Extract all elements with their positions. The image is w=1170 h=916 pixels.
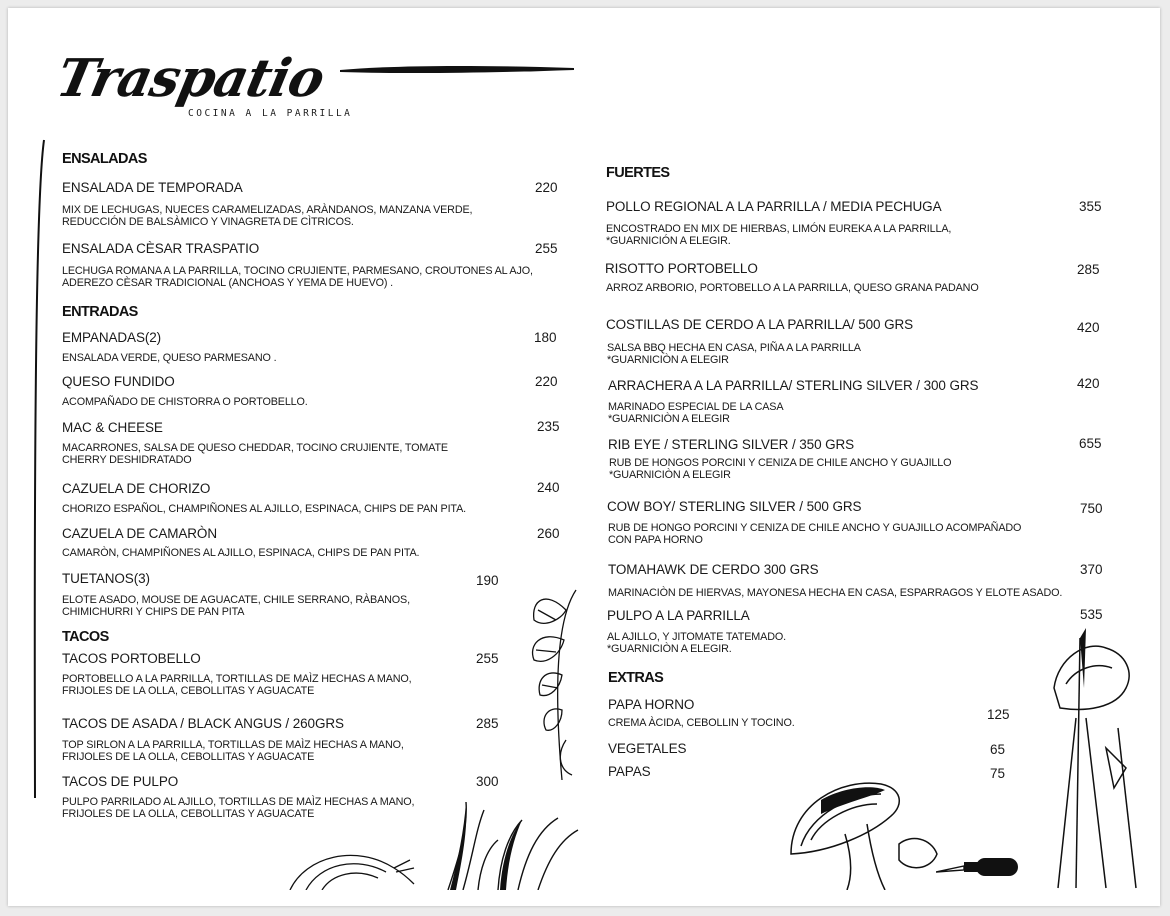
menu-item-description: CHORIZO ESPAÑOL, CHAMPIÑONES AL AJILLO, ESPINACA, CHIPS DE PAN PITA.: [62, 503, 466, 515]
menu-item-description: PORTOBELLO A LA PARRILLA, TORTILLAS DE MAÌZ HECHAS A MANO, FRIJOLES DE LA OLLA, CEBOLLITAS Y AGUACATE: [62, 673, 412, 697]
menu-item-price: 260: [537, 526, 560, 541]
menu-item-description: AL AJILLO, Y JITOMATE TATEMADO. *GUARNICIÒN A ELEGIR.: [607, 631, 786, 655]
menu-item-name: PAPA HORNO: [608, 697, 695, 712]
menu-item-description: ENSALADA VERDE, QUESO PARMESANO .: [62, 352, 277, 364]
menu-item-name: CAZUELA DE CAMARÒN: [62, 526, 217, 541]
menu-item-price: 355: [1079, 199, 1102, 214]
menu-item-description: ARROZ ARBORIO, PORTOBELLO A LA PARRILLA, QUESO GRANA PADANO: [606, 282, 979, 294]
menu-item-description: CAMARÒN, CHAMPIÑONES AL AJILLO, ESPINACA, CHIPS DE PAN PITA.: [62, 547, 420, 559]
menu-item-price: 655: [1079, 436, 1102, 451]
menu-item-price: 285: [476, 716, 499, 731]
onion-icon: [286, 846, 416, 890]
brand-logo: [51, 48, 358, 133]
menu-item-name: COW BOY/ STERLING SILVER / 500 GRS: [607, 499, 862, 514]
menu-item-price: 255: [535, 241, 558, 256]
menu-item-name: TACOS DE ASADA / BLACK ANGUS / 260GRS: [62, 716, 344, 731]
menu-item-name: POLLO REGIONAL A LA PARRILLA / MEDIA PECHUGA: [606, 199, 942, 214]
menu-item-price: 220: [535, 374, 558, 389]
menu-item-name: RISOTTO PORTOBELLO: [605, 261, 758, 276]
menu-item-name: QUESO FUNDIDO: [62, 374, 175, 389]
menu-item-description: PULPO PARRILADO AL AJILLO, TORTILLAS DE MAÌZ HECHAS A MANO, FRIJOLES DE LA OLLA, CEBOLLITAS Y AGUACATE: [62, 796, 415, 820]
brush-stroke-divider: [338, 62, 578, 76]
menu-item-description: TOP SIRLON A LA PARRILLA, TORTILLAS DE MAÌZ HECHAS A MANO, FRIJOLES DE LA OLLA, CEBOLLITAS Y AGUACATE: [62, 739, 404, 763]
menu-item-name: EMPANADAS(2): [62, 330, 162, 345]
menu-item-description: SALSA BBQ HECHA EN CASA, PIÑA A LA PARRILLA *GUARNICIÒN A ELEGIR: [607, 342, 861, 366]
menu-item-description: ELOTE ASADO, MOUSE DE AGUACATE, CHILE SERRANO, RÀBANOS, CHIMICHURRI Y CHIPS DE PAN PITA: [62, 594, 410, 618]
brand-name: Traspatio: [51, 48, 330, 109]
menu-item-name: TACOS DE PULPO: [62, 774, 179, 789]
leek-icon: [438, 800, 580, 890]
menu-item-description: ENCOSTRADO EN MIX DE HIERBAS, LIMÓN EUREKA A LA PARRILLA, *GUARNICIÓN A ELEGIR.: [606, 223, 952, 247]
menu-item-price: 75: [990, 766, 1006, 781]
section-title-tacos: TACOS: [62, 629, 109, 645]
menu-item-description: RUB DE HONGO PORCINI Y CENIZA DE CHILE ANCHO Y GUAJILLO ACOMPAÑADO CON PAPA HORNO: [608, 522, 1022, 546]
menu-item-price: 255: [476, 651, 499, 666]
menu-item-description: LECHUGA ROMANA A LA PARRILLA, TOCINO CRUJIENTE, PARMESANO, CROUTONES AL AJO, ADEREZO CÈSAR TRADICIONAL (ANCHOAS Y YEMA DE HUEVO) .: [62, 265, 533, 289]
mushroom-icon: [781, 774, 941, 890]
brand-tagline: COCINA A LA PARRILLA: [188, 108, 353, 119]
menu-item-price: 240: [537, 480, 560, 495]
menu-item-price: 285: [1077, 262, 1100, 277]
menu-item-description: MIX DE LECHUGAS, NUECES CARAMELIZADAS, ARÀNDANOS, MANZANA VERDE, REDUCCIÓN DE BALSÀMICO Y VINAGRETA DE CÌTRICOS.: [62, 204, 473, 228]
menu-item-name: ARRACHERA A LA PARRILLA/ STERLING SILVER / 300 GRS: [608, 378, 979, 393]
menu-item-name: TUETANOS(3): [62, 571, 150, 586]
section-title-fuertes: FUERTES: [606, 165, 670, 181]
menu-item-price: 370: [1080, 562, 1103, 577]
section-title-entradas: ENTRADAS: [62, 304, 138, 320]
menu-item-description: RUB DE HONGOS PORCINI Y CENIZA DE CHILE ANCHO Y GUAJILLO *GUARNICIÒN A ELEGIR: [609, 457, 952, 481]
menu-item-price: 300: [476, 774, 499, 789]
menu-item-price: 190: [476, 573, 499, 588]
herb-sprig-icon: [526, 580, 582, 790]
menu-item-price: 750: [1080, 501, 1103, 516]
menu-item-price: 535: [1080, 607, 1103, 622]
menu-item-price: 65: [990, 742, 1006, 757]
menu-item-price: 220: [535, 180, 558, 195]
menu-item-description: CREMA ÀCIDA, CEBOLLIN Y TOCINO.: [608, 717, 795, 729]
menu-item-description: MARINACIÒN DE HIERVAS, MAYONESA HECHA EN CASA, ESPARRAGOS Y ELOTE ASADO.: [608, 587, 1063, 599]
menu-item-name: ENSALADA CÈSAR TRASPATIO: [62, 241, 260, 256]
menu-item-description: MARINADO ESPECIAL DE LA CASA *GUARNICIÒN A ELEGIR: [608, 401, 784, 425]
menu-item-name: TOMAHAWK DE CERDO 300 GRS: [608, 562, 819, 577]
menu-item-name: RIB EYE / STERLING SILVER / 350 GRS: [608, 437, 855, 452]
tongs-icon: [1046, 628, 1138, 890]
menu-item-name: COSTILLAS DE CERDO A LA PARRILLA/ 500 GRS: [606, 317, 914, 332]
bracket-line-decoration: [32, 138, 48, 808]
menu-item-name: PAPAS: [608, 764, 651, 779]
menu-item-name: CAZUELA DE CHORIZO: [62, 481, 211, 496]
knife-icon: [936, 850, 1020, 890]
menu-item-description: MACARRONES, SALSA DE QUESO CHEDDAR, TOCINO CRUJIENTE, TOMATE CHERRY DESHIDRATADO: [62, 442, 448, 466]
menu-item-description: ACOMPAÑADO DE CHISTORRA O PORTOBELLO.: [62, 396, 308, 408]
menu-page: [8, 8, 1160, 906]
menu-item-price: 180: [534, 330, 557, 345]
menu-item-name: TACOS PORTOBELLO: [62, 651, 201, 666]
menu-item-price: 420: [1077, 320, 1100, 335]
menu-item-name: PULPO A LA PARRILLA: [607, 608, 750, 623]
menu-item-name: VEGETALES: [608, 741, 687, 756]
section-title-ensaladas: ENSALADAS: [62, 151, 147, 167]
menu-item-name: ENSALADA DE TEMPORADA: [62, 180, 243, 195]
menu-item-price: 420: [1077, 376, 1100, 391]
menu-item-price: 235: [537, 419, 560, 434]
section-title-extras: EXTRAS: [608, 670, 664, 686]
menu-item-name: MAC & CHEESE: [62, 420, 163, 435]
menu-item-price: 125: [987, 707, 1010, 722]
